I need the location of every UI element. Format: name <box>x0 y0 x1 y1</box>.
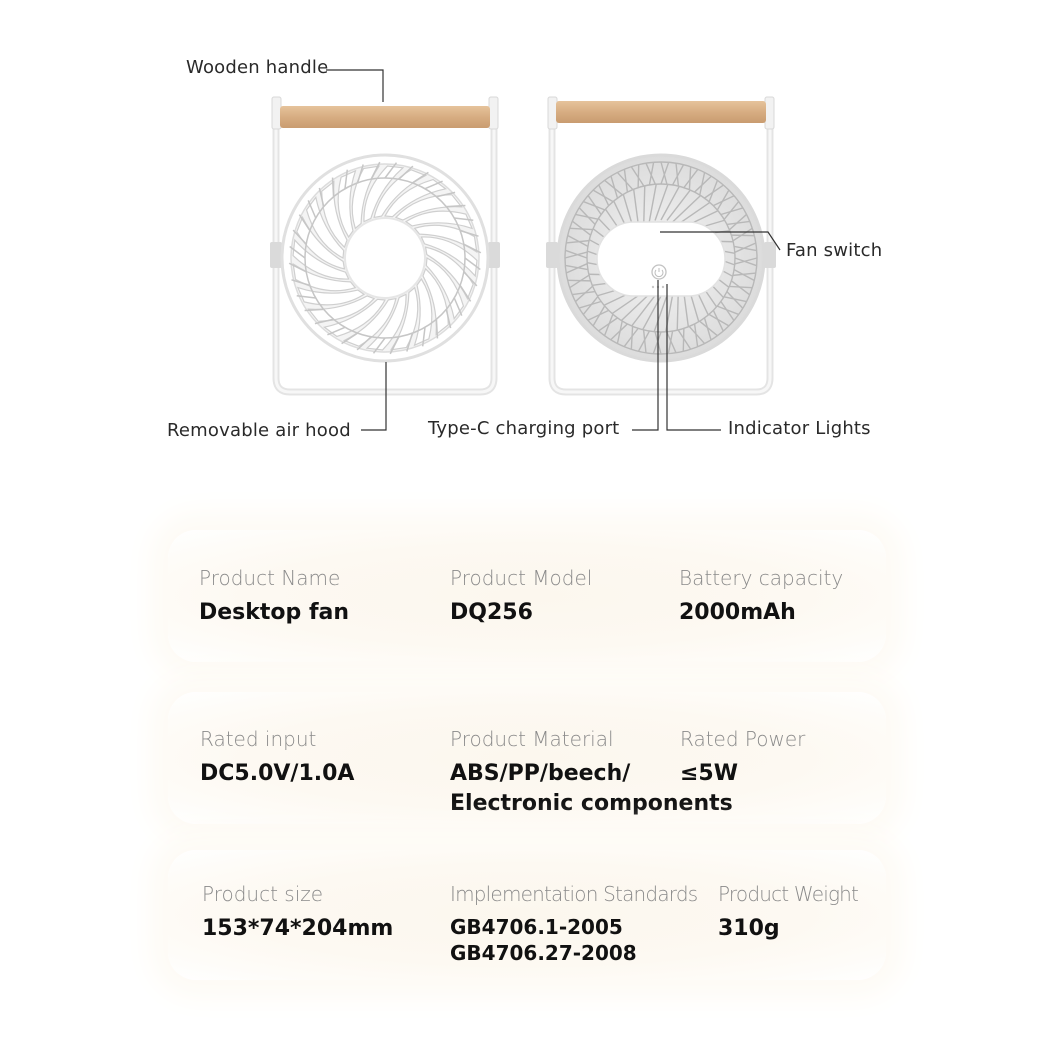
spec-product-model <box>450 566 592 628</box>
product-diagram <box>0 0 1041 500</box>
fan-front-view <box>270 97 500 392</box>
type-c-port-label: Type-C charging port <box>428 418 620 439</box>
spec-label: Rated input <box>200 727 317 751</box>
removable-air-hood-label: Removable air hood <box>167 420 351 441</box>
spec-rated-input <box>200 727 354 789</box>
spec-label: Product size <box>202 882 324 906</box>
spec-rated-power <box>680 727 805 789</box>
spec-battery-capacity <box>679 566 843 628</box>
spec-label: Product Material <box>450 727 614 751</box>
fan-back-view <box>546 97 776 392</box>
spec-card-2 <box>168 692 886 824</box>
spec-value: Desktop fan <box>199 600 350 625</box>
wooden-handle-label: Wooden handle <box>186 57 329 78</box>
spec-label: Product Name <box>199 566 341 590</box>
fan-switch-label: Fan switch <box>786 240 883 261</box>
spec-value: 153*74*204mm <box>202 916 394 941</box>
spec-card-3 <box>168 850 886 980</box>
spec-value: ABS/PP/beech/ <box>450 761 631 786</box>
spec-label: Product Model <box>450 566 593 590</box>
spec-product-weight <box>718 882 858 944</box>
spec-value: DQ256 <box>450 600 533 625</box>
spec-value-line2: GB4706.27-2008 <box>450 941 637 965</box>
spec-value: 2000mAh <box>679 600 796 625</box>
indicator-lights-label: Indicator Lights <box>728 418 871 439</box>
spec-value: DC5.0V/1.0A <box>200 761 355 786</box>
wooden-handle-back <box>556 101 766 123</box>
spec-implementation-standards <box>450 882 697 966</box>
spec-label: Rated Power <box>680 727 806 751</box>
spec-product-name <box>199 566 349 628</box>
spec-value-line2: Electronic components <box>450 791 733 816</box>
spec-label: Battery capacity <box>679 566 844 590</box>
control-panel <box>597 222 725 296</box>
spec-product-size <box>202 882 393 944</box>
spec-label: Implementation Standards <box>450 882 698 906</box>
spec-card-1 <box>168 530 886 662</box>
wooden-handle-front <box>280 106 490 128</box>
spec-label: Product Weight <box>718 882 859 906</box>
spec-value: ≤5W <box>680 761 739 786</box>
spec-value: 310g <box>718 916 780 941</box>
spec-value: GB4706.1-2005 <box>450 915 623 939</box>
